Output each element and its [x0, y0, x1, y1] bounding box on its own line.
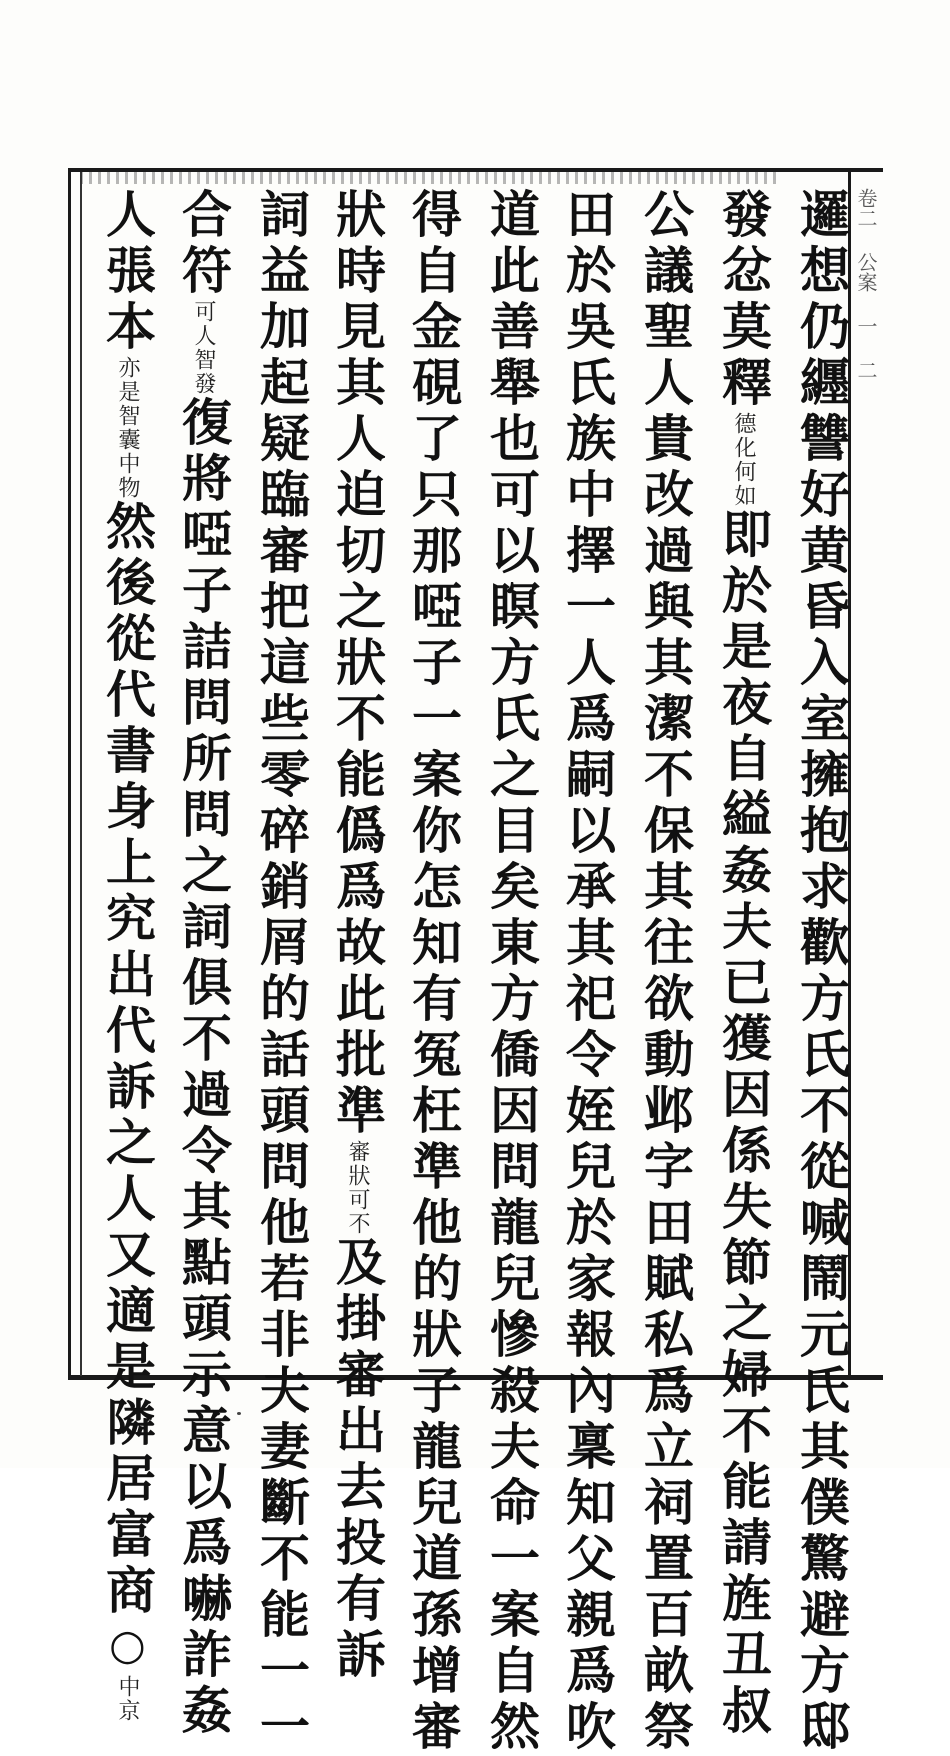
ink-speck [237, 1412, 241, 1415]
edge-running-title: 卷二 公案 一 二 [854, 188, 878, 380]
column-text: 田於吳氏族中擇一人爲嗣以承其祀令姪兒於家報內稟知父親爲吹 [558, 188, 617, 1756]
text-column-3 [634, 188, 696, 1756]
column-text: 合符 [174, 188, 233, 300]
annotation-note: 中京 [115, 1675, 140, 1723]
circle-mark: ○ [103, 1620, 152, 1675]
text-column-9 [172, 188, 234, 1740]
annotation-note: 德化何如 [731, 412, 756, 508]
text-column-10 [96, 188, 158, 1723]
text-column-4 [556, 188, 618, 1756]
column-text: 發忿莫釋 [714, 188, 773, 412]
column-text: 復將啞子詰問所問之詞俱不過令其點頭示意以爲嚇詐姦 [174, 396, 233, 1740]
column-text: 及掛審出去投有訴 [328, 1236, 387, 1684]
column-text: 然後從代書身上究出代訴之人又適是隣居富商 [98, 500, 157, 1620]
annotation-note: 亦是智囊中物 [115, 356, 140, 500]
column-text: 公議聖人貴改過與其潔不保其往欲動邺字田賦私爲立祠置百畝祭 [636, 188, 695, 1756]
text-column-8 [250, 188, 312, 1756]
annotation-note: 審狀可不 [345, 1140, 370, 1236]
text-column-2 [712, 188, 774, 1740]
column-text: 人張本 [98, 188, 157, 356]
annotation-note: 可人智發 [191, 300, 216, 396]
text-column-7 [326, 188, 388, 1684]
text-column-6 [402, 188, 464, 1756]
column-text: 狀時見其人迫切之狀不能僞爲故此批準 [328, 188, 387, 1140]
column-text: 詞益加起疑臨審把這些零碎銷屑的話頭問他若非夫妻斷不能一一 [252, 188, 311, 1756]
column-text: 得自金硯了只那啞子一案你怎知有冤枉準他的狀子龍兒道孫增審 [404, 188, 463, 1756]
text-column-1 [790, 188, 852, 1756]
frame-left-rule [80, 172, 82, 1376]
column-text: 邏想仍纒讐好黄昏入室擁抱求歡方氏不從喊鬧元氏其僕驚避方邸 [792, 188, 851, 1756]
page-edge-strip [848, 168, 883, 1380]
column-text: 道此善舉也可以瞑方氏之目矣東方僑因問龍兒慘殺夫命一案自然 [482, 188, 541, 1756]
text-column-5 [480, 188, 542, 1756]
column-text: 即於是夜自縊姦夫已獲因係失節之婦不能請旌丑叔 [714, 508, 773, 1740]
